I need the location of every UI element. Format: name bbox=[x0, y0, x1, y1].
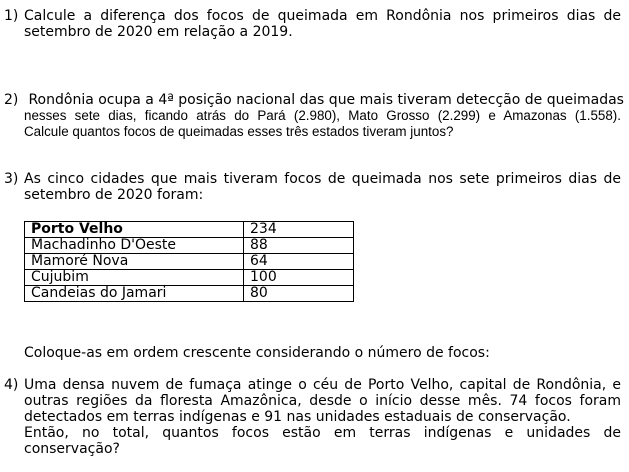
text-line: setembro de 2020 em relação a 2019. bbox=[24, 24, 293, 40]
table-row bbox=[25, 238, 354, 254]
value-cell: 100 bbox=[244, 270, 354, 286]
text-line: As cinco cidades que mais tiveram focos de queimada nos sete primeiros dias de bbox=[24, 171, 621, 187]
text-line: Calcule a diferença dos focos de queimada em Rondônia nos primeiros dias de bbox=[24, 8, 621, 24]
city-cell: Mamoré Nova bbox=[25, 254, 244, 270]
question-text bbox=[24, 377, 621, 457]
question-text bbox=[24, 92, 624, 140]
question-number: 3) bbox=[4, 171, 19, 187]
value-cell: 80 bbox=[244, 286, 354, 302]
question-3 bbox=[4, 171, 621, 203]
cities-table bbox=[24, 221, 354, 302]
city-cell: Machadinho D'Oeste bbox=[25, 238, 244, 254]
city-cell: Porto Velho bbox=[25, 222, 244, 238]
text-line: Rondônia ocupa a 4ª posição nacional das que mais tiveram detecção de queimadas bbox=[24, 92, 624, 108]
table-row bbox=[25, 222, 354, 238]
text-line: Então, no total, quantos focos estão em terras indígenas e unidades de bbox=[24, 425, 621, 441]
question-number: 1) bbox=[4, 8, 19, 24]
question-text bbox=[24, 8, 621, 40]
city-cell: Cujubim bbox=[25, 270, 244, 286]
question-4 bbox=[4, 377, 621, 457]
value-cell: 88 bbox=[244, 238, 354, 254]
table-row bbox=[25, 286, 354, 302]
text-line: setembro de 2020 foram: bbox=[24, 187, 204, 203]
text-line: Calcule quantos focos de queimadas esses três estados tiveram juntos? bbox=[24, 124, 454, 139]
question-1 bbox=[4, 8, 621, 40]
text-line: outras regiões da floresta Amazônica, desde o início desse mês. 74 focos foram bbox=[24, 393, 621, 409]
ordering-instruction: Coloque-as em ordem crescente considerando o número de focos: bbox=[24, 345, 490, 361]
question-text bbox=[24, 171, 621, 203]
table-row bbox=[25, 270, 354, 286]
text-line: nesses sete dias, ficando atrás do Pará (2.980), Mato Grosso (2.299) e Amazonas (1.558). bbox=[24, 108, 621, 123]
question-number: 2) bbox=[4, 92, 19, 108]
text-line: conservação? bbox=[24, 441, 120, 457]
text-line: Uma densa nuvem de fumaça atinge o céu de Porto Velho, capital de Rondônia, e bbox=[24, 377, 621, 393]
city-cell: Candeias do Jamari bbox=[25, 286, 244, 302]
table-row bbox=[25, 254, 354, 270]
value-cell: 234 bbox=[244, 222, 354, 238]
text-line: detectados em terras indígenas e 91 nas unidades estaduais de conservação. bbox=[24, 409, 571, 425]
question-number: 4) bbox=[4, 377, 19, 393]
value-cell: 64 bbox=[244, 254, 354, 270]
question-2 bbox=[4, 92, 624, 140]
